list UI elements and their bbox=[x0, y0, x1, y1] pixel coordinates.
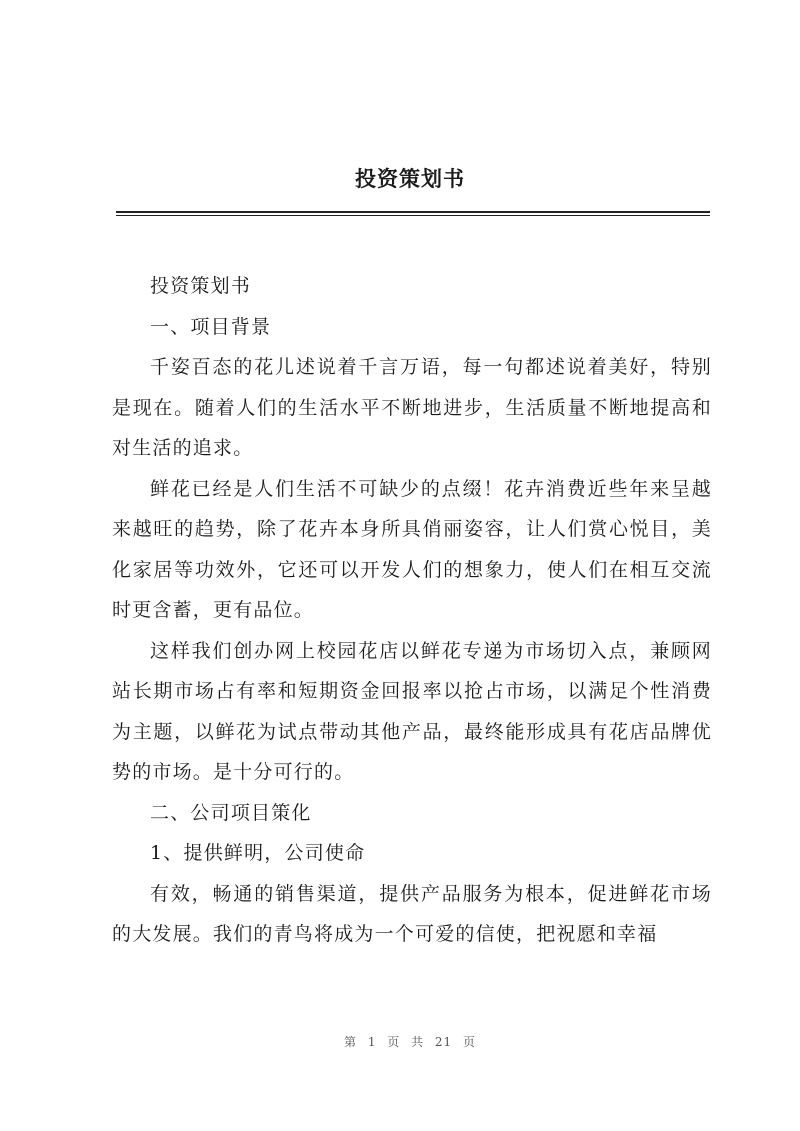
paragraph: 鲜花已经是人们生活不可缺少的点缀！花卉消费近些年来呈越来越旺的趋势，除了花卉本身所具俏丽姿容，让人们赏心悦目，美化家居等功效外，它还可以开发人们的想象力，使人们在相互交流时更含蓄，更有品位。 bbox=[112, 477, 712, 621]
page-header-title: 投资策划书 bbox=[355, 167, 465, 191]
section-heading-company-plan: 二、公司项目策化 bbox=[150, 801, 312, 824]
document-body bbox=[112, 266, 712, 955]
paragraph: 这样我们创办网上校园花店以鲜花专递为市场切入点，兼顾网站长期市场占有率和短期资金回报率以抢占市场，以满足个性消费为主题，以鲜花为试点带动其他产品，最终能形成具有花店品牌优势的市场。是十分可行的。 bbox=[112, 639, 712, 783]
subsection-heading-mission: 1、提供鲜明，公司使命 bbox=[150, 842, 366, 864]
header-divider bbox=[116, 211, 710, 213]
doc-title-line: 投资策划书 bbox=[150, 275, 252, 297]
paragraph: 有效，畅通的销售渠道，提供产品服务为根本，促进鲜花市场的大发展。我们的青鸟将成为一个可爱的信使，把祝愿和幸福 bbox=[112, 882, 712, 945]
page-number-footer: 第 1 页 共 21 页 bbox=[344, 1035, 476, 1049]
paragraph: 千姿百态的花儿述说着千言万语，每一句都述说着美好，特别是现在。随着人们的生活水平不断地进步，生活质量不断地提高和对生活的追求。 bbox=[112, 356, 712, 459]
section-heading-background: 一、项目背景 bbox=[150, 315, 272, 338]
